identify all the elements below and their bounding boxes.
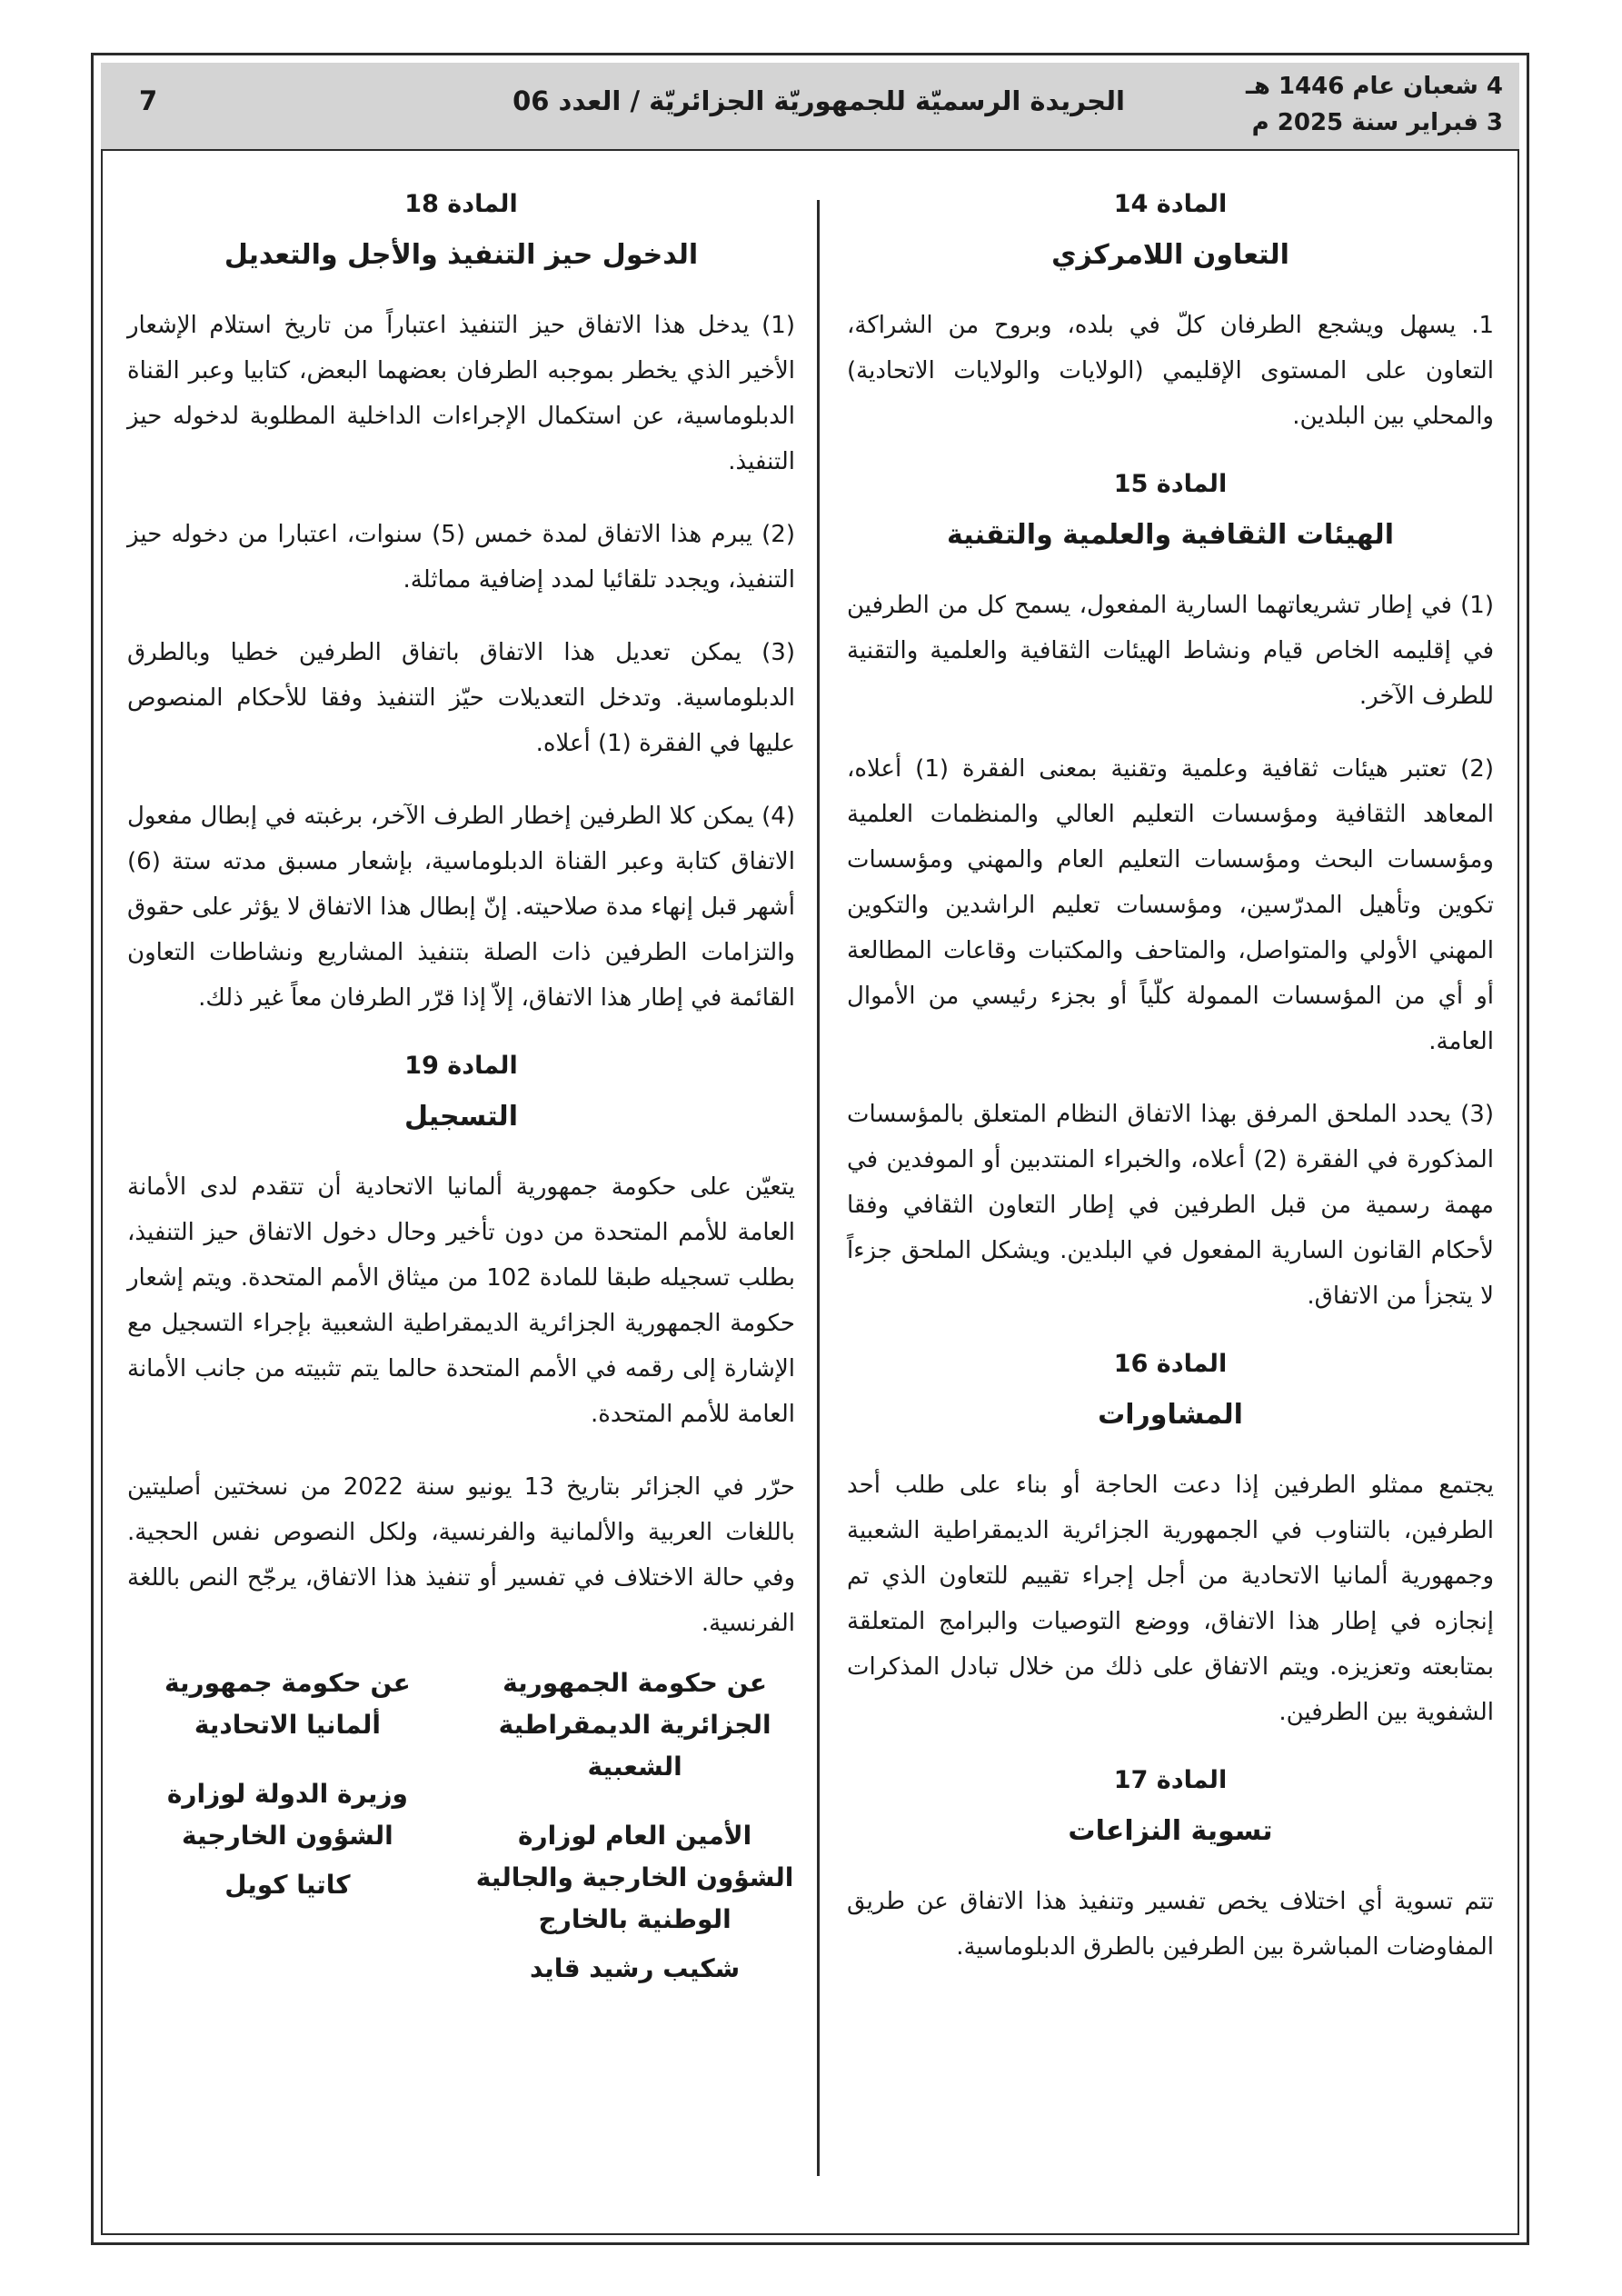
signatory-government: عن حكومة جمهورية ألمانيا الاتحادية bbox=[164, 1668, 411, 1740]
article-paragraph: يتعيّن على حكومة جمهورية ألمانيا الاتحادية أن تتقدم لدى الأمانة العامة للأمم المتحدة من دون تأخير وحال دخول الاتفاق حيز التنفيذ، بطلب تسجيله طبقا للمادة 102 من ميثاق الأمم المتحدة. ويتم إشعار حكومة الجمهورية الجزائرية الديمقراطية الشعبية بإجراء التسجيل مع الإشارة إلى رقمه في الأمم المتحدة حالما يتم تثبيته من جانب الأمانة العامة للأمم المتحدة. bbox=[127, 1173, 795, 1428]
header-dates bbox=[1246, 68, 1503, 141]
hijri-date: 4 شعبان عام 1446 هـ bbox=[1246, 73, 1503, 100]
page-header bbox=[101, 63, 1519, 151]
article-paragraph: (3) يمكن تعديل هذا الاتفاق باتفاق الطرفين خطيا وبالطرق الدبلوماسية. وتدخل التعديلات حيّز التنفيذ وفقا للأحكام المنصوص عليها في الفقرة (1) أعلاه. bbox=[127, 639, 795, 757]
signatory-name: كاتيا كويل bbox=[224, 1870, 351, 1900]
article-paragraph: يجتمع ممثلو الطرفين إذا دعت الحاجة أو بناء على طلب أحد الطرفين، بالتناوب في الجمهورية الجزائرية الديمقراطية الشعبية وجمهورية ألمانيا الاتحادية من أجل إجراء تقييم للتعاون الذي تم إنجازه في إطار هذا الاتفاق، ووضع التوصيات والبرامج المتعلقة بمتابعته وتعزيزه. ويتم الاتفاق على ذلك من خلال تبادل المذكرات الشفوية بين الطرفين. bbox=[847, 1472, 1494, 1726]
column-divider bbox=[817, 200, 820, 2176]
signature-algeria bbox=[474, 1662, 795, 1990]
article-18 bbox=[127, 186, 795, 1021]
right-column bbox=[847, 186, 1494, 1986]
article-number: المادة 15 bbox=[1113, 470, 1228, 498]
page-number: 7 bbox=[139, 85, 158, 116]
article-title: الهيئات الثقافية والعلمية والتقنية bbox=[947, 519, 1394, 551]
signature-block bbox=[127, 1662, 795, 1990]
article-17 bbox=[847, 1762, 1494, 1970]
article-paragraph: 1. يسهل ويشجع الطرفان كلّ في بلده، وبروح من الشراكة، التعاون على المستوى الإقليمي (الولايات والولايات الاتحادية) والمحلي بين البلدين. bbox=[847, 312, 1494, 430]
article-19 bbox=[127, 1048, 795, 1646]
article-title: التسجيل bbox=[404, 1101, 518, 1133]
signature-germany bbox=[127, 1662, 448, 1990]
article-paragraph: (3) يحدد الملحق المرفق بهذا الاتفاق النظام المتعلق بالمؤسسات المذكورة في الفقرة (2) أعلاه، والخبراء المنتدبين أو الموفدين في مهمة رسمية من قبل الطرفين في إطار التعاون الثقافي وفقا لأحكام القانون السارية المفعول في البلدين. ويشكل الملحق جزءاً لا يتجزأ من الاتفاق. bbox=[847, 1101, 1494, 1310]
article-paragraph: (1) يدخل هذا الاتفاق حيز التنفيذ اعتباراً من تاريخ استلام الإشعار الأخير الذي يخطر بموجبه الطرفان بعضهما البعض، كتابيا وعبر القناة الدبلوماسية، عن استكمال الإجراءات الداخلية المطلوبة لدخوله حيز التنفيذ. bbox=[127, 312, 795, 475]
article-paragraph: (1) في إطار تشريعاتهما السارية المفعول، يسمح كل من الطرفين في إقليمه الخاص قيام ونشاط الهيئات الثقافية والعلمية والتقنية للطرف الآخر. bbox=[847, 592, 1494, 710]
gregorian-date: 3 فبراير سنة 2025 م bbox=[1251, 109, 1503, 136]
signatory-role: الأمين العام لوزارة الشؤون الخارجية والجالية الوطنية بالخارج bbox=[475, 1821, 794, 1934]
article-paragraph: تتم تسوية أي اختلاف يخص تفسير وتنفيذ هذا الاتفاق عن طريق المفاوضات المباشرة بين الطرفين بالطرق الدبلوماسية. bbox=[847, 1888, 1494, 1961]
article-16 bbox=[847, 1346, 1494, 1735]
article-number: المادة 14 bbox=[1113, 190, 1228, 218]
article-14 bbox=[847, 186, 1494, 439]
article-number: المادة 16 bbox=[1113, 1350, 1228, 1378]
article-15 bbox=[847, 466, 1494, 1319]
article-title: التعاون اللامركزي bbox=[1051, 239, 1289, 271]
article-number: المادة 18 bbox=[404, 190, 518, 218]
article-number: المادة 17 bbox=[1113, 1766, 1228, 1794]
article-title: الدخول حيز التنفيذ والأجل والتعديل bbox=[224, 239, 699, 271]
article-title: المشاورات bbox=[1098, 1399, 1243, 1431]
article-title: تسوية النزاعات bbox=[1068, 1815, 1273, 1847]
closing-paragraph: حرّر في الجزائر بتاريخ 13 يونيو سنة 2022 من نسختين أصليتين باللغات العربية والألمانية والفرنسية، ولكل النصوص نفس الحجية. وفي حالة الاختلاف في تفسير أو تنفيذ هذا الاتفاق، يرجّح النص باللغة الفرنسية. bbox=[127, 1473, 795, 1637]
article-paragraph: (2) يبرم هذا الاتفاق لمدة خمس (5) سنوات، اعتبارا من دخوله حيز التنفيذ، ويجدد تلقائيا لمدد إضافية مماثلة. bbox=[127, 521, 795, 594]
article-paragraph: (2) تعتبر هيئات ثقافية وعلمية وتقنية بمعنى الفقرة (1) أعلاه، المعاهد الثقافية ومؤسسات التعليم العالي والمنظمات العلمية ومؤسسات البحث ومؤسسات التعليم العام والمهني ومؤسسات تكوين وتأهيل المدرّسين، ومؤسسات تعليم الراشدين والتكوين المهني الأولي والمتواصل، والمتاحف والمكتبات وقاعات المطالعة أو أي من المؤسسات الممولة كلّياً أو بجزء رئيسي من الأموال العامة. bbox=[847, 755, 1494, 1055]
left-column bbox=[127, 186, 795, 1990]
signatory-role: وزيرة الدولة لوزارة الشؤون الخارجية bbox=[166, 1779, 408, 1851]
signatory-name: شكيب رشيد قايد bbox=[530, 1953, 741, 1983]
signatory-government: عن حكومة الجمهورية الجزائرية الديمقراطية الشعبية bbox=[498, 1668, 771, 1782]
article-number: المادة 19 bbox=[404, 1052, 518, 1080]
article-paragraph: (4) يمكن كلا الطرفين إخطار الطرف الآخر، برغبته في إبطال مفعول الاتفاق كتابة وعبر القناة الدبلوماسية، بإشعار مسبق مدته ستة (6) أشهر قبل إنهاء مدة صلاحيته. إنّ إبطال هذا الاتفاق لا يؤثر على حقوق والتزامات الطرفين ذات الصلة بتنفيذ المشاريع ونشاطات التعاون القائمة في إطار هذا الاتفاق، إلاّ إذا قرّر الطرفان معاً غير ذلك. bbox=[127, 803, 795, 1012]
journal-title: الجريدة الرسميّة للجمهوريّة الجزائريّة / العدد 06 bbox=[512, 85, 1125, 116]
